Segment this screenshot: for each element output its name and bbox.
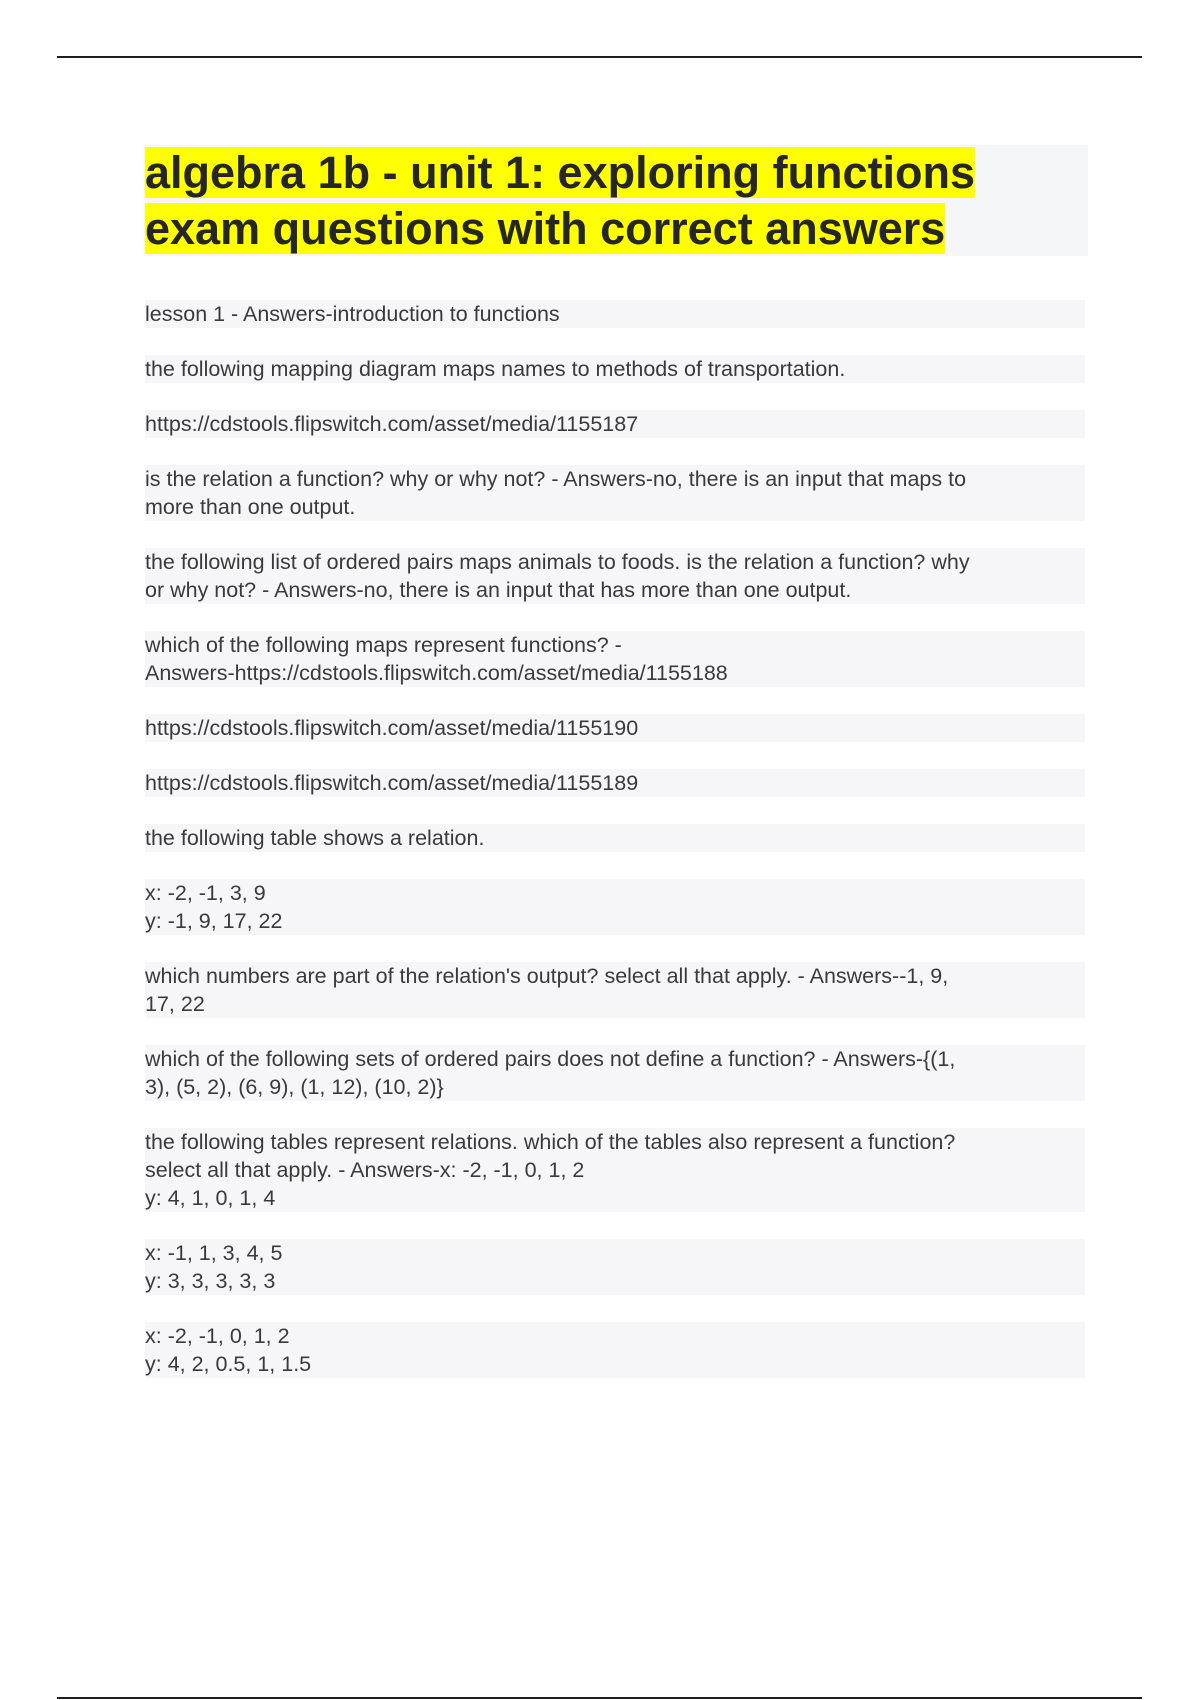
text-line: select all that apply. - Answers-x: -2, -1, 0, 1, 2 bbox=[145, 1156, 1085, 1184]
text-line: which of the following maps represent functions? - bbox=[145, 631, 1085, 659]
title-line-1: algebra 1b - unit 1: exploring functions bbox=[145, 147, 976, 198]
text-line: https://cdstools.flipswitch.com/asset/media/1155190 bbox=[145, 714, 1085, 742]
paragraph-lesson-heading bbox=[145, 300, 1085, 328]
text-line: Answers-https://cdstools.flipswitch.com/asset/media/1155188 bbox=[145, 659, 1085, 687]
text-line: lesson 1 - Answers-introduction to functions bbox=[145, 300, 1085, 328]
text-line: y: 4, 2, 0.5, 1, 1.5 bbox=[145, 1350, 1085, 1378]
media-link bbox=[145, 714, 1085, 742]
text-line: 17, 22 bbox=[145, 990, 1085, 1018]
text-line: which of the following sets of ordered pairs does not define a function? - Answers-{(1, bbox=[145, 1045, 1085, 1073]
text-line: https://cdstools.flipswitch.com/asset/media/1155189 bbox=[145, 769, 1085, 797]
qa-item bbox=[145, 962, 1085, 1018]
text-line: x: -2, -1, 0, 1, 2 bbox=[145, 1322, 1085, 1350]
qa-item bbox=[145, 1128, 1085, 1212]
qa-item bbox=[145, 548, 1085, 604]
document-body bbox=[145, 300, 1085, 1405]
media-link bbox=[145, 769, 1085, 797]
page-title bbox=[145, 145, 1088, 257]
text-line: 3), (5, 2), (6, 9), (1, 12), (10, 2)} bbox=[145, 1073, 1085, 1101]
qa-item bbox=[145, 465, 1085, 521]
top-rule bbox=[57, 56, 1142, 58]
text-line: x: -2, -1, 3, 9 bbox=[145, 879, 1085, 907]
title-block bbox=[145, 145, 1088, 256]
text-line: more than one output. bbox=[145, 493, 1085, 521]
paragraph-mapping-diagram bbox=[145, 355, 1085, 383]
text-line: y: 3, 3, 3, 3, 3 bbox=[145, 1267, 1085, 1295]
media-link bbox=[145, 410, 1085, 438]
text-line: the following mapping diagram maps names to methods of transportation. bbox=[145, 355, 1085, 383]
text-line: x: -1, 1, 3, 4, 5 bbox=[145, 1239, 1085, 1267]
text-line: which numbers are part of the relation's output? select all that apply. - Answers--1, 9, bbox=[145, 962, 1085, 990]
title-line-2: exam questions with correct answers bbox=[145, 203, 946, 254]
text-line: y: 4, 1, 0, 1, 4 bbox=[145, 1184, 1085, 1212]
text-line: is the relation a function? why or why not? - Answers-no, there is an input that maps to bbox=[145, 465, 1085, 493]
text-line: the following table shows a relation. bbox=[145, 824, 1085, 852]
text-line: https://cdstools.flipswitch.com/asset/media/1155187 bbox=[145, 410, 1085, 438]
text-line: the following list of ordered pairs maps animals to foods. is the relation a function? why bbox=[145, 548, 1085, 576]
qa-item bbox=[145, 631, 1085, 687]
relation-values bbox=[145, 879, 1085, 935]
qa-item bbox=[145, 1045, 1085, 1101]
text-line: or why not? - Answers-no, there is an input that has more than one output. bbox=[145, 576, 1085, 604]
relation-values bbox=[145, 1239, 1085, 1295]
paragraph-table-intro bbox=[145, 824, 1085, 852]
relation-values bbox=[145, 1322, 1085, 1378]
bottom-rule bbox=[57, 1697, 1142, 1699]
text-line: y: -1, 9, 17, 22 bbox=[145, 907, 1085, 935]
text-line: the following tables represent relations. which of the tables also represent a function? bbox=[145, 1128, 1085, 1156]
